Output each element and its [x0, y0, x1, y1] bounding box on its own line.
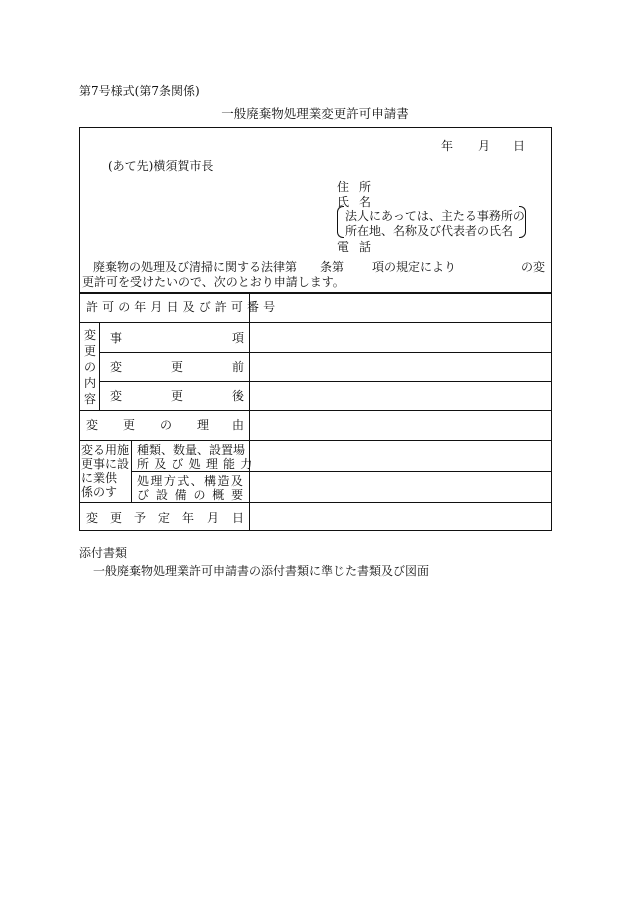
change-content-char: 更: [83, 344, 96, 358]
body-text-line2: 更許可を受けたいので、次のとおり申請します。: [82, 275, 345, 289]
facility-row1-line1: 種類、数量、設置場: [137, 443, 246, 457]
facility-row1-line2: 所及び処理能力: [137, 457, 258, 471]
date-year-label: 年: [441, 139, 454, 153]
bracket-left: [337, 206, 344, 238]
facility-char: 業: [93, 471, 106, 485]
attachments-heading: 添付書類: [79, 546, 128, 560]
attachments-text: 一般廃棄物処理業許可申請書の添付書類に準じた書類及び図面: [93, 564, 430, 578]
body-text-c: 項の規定により: [372, 260, 457, 274]
before-label-3: 前: [232, 360, 245, 374]
name-label: 氏 名: [337, 195, 372, 209]
schedule-char: 変: [86, 511, 99, 525]
reason-label-2: 更: [123, 418, 136, 432]
schedule-char: 年: [182, 511, 195, 525]
facility-char: 変: [81, 443, 94, 457]
row-rule: [99, 352, 552, 353]
facility-char: に: [105, 457, 118, 471]
date-month-label: 月: [478, 139, 491, 153]
row-rule: [79, 322, 552, 323]
schedule-char: 更: [110, 511, 123, 525]
reason-label-4: 理: [197, 418, 210, 432]
after-label-3: 後: [232, 389, 245, 403]
facility-row2-line2: び設備の概要: [137, 488, 250, 502]
row-rule: [79, 502, 552, 503]
facility-char: る: [93, 443, 106, 457]
change-content-char: 変: [83, 328, 96, 342]
schedule-char: 予: [134, 511, 147, 525]
permit-date-number-label: 許可の年月日及び許可番号: [86, 300, 280, 314]
before-label-1: 変: [110, 360, 123, 374]
facility-char: 供: [105, 471, 118, 485]
before-label-2: 更: [171, 360, 184, 374]
schedule-char: 日: [232, 511, 245, 525]
phone-label: 電 話: [337, 240, 372, 254]
form-number: 第7号様式(第7条関係): [79, 84, 200, 98]
body-text-b: 条第: [320, 260, 345, 274]
facility-divider: [131, 440, 132, 502]
facility-char: 事: [93, 457, 106, 471]
facility-char: 係: [81, 485, 94, 499]
reason-label-3: の: [160, 418, 173, 432]
table-top-rule: [79, 292, 552, 294]
facility-char: 設: [117, 457, 130, 471]
body-text-d: の変: [521, 260, 546, 274]
change-content-divider: [99, 322, 100, 410]
reason-label-5: 由: [232, 418, 245, 432]
corporate-note-line2: 所在地、名称及び代表者の氏名: [345, 224, 514, 238]
facility-char: 更: [81, 457, 94, 471]
facility-char: に: [81, 471, 94, 485]
row-rule: [79, 410, 552, 411]
date-day-label: 日: [513, 139, 526, 153]
row-rule: [79, 440, 552, 441]
change-content-char: の: [83, 360, 96, 374]
facility-char: の: [93, 485, 106, 499]
facility-char: す: [105, 485, 118, 499]
row-rule: [131, 471, 552, 472]
document-title: 一般廃棄物処理業変更許可申請書: [221, 106, 409, 121]
facility-char: 用: [105, 443, 118, 457]
facility-char: 施: [117, 443, 130, 457]
after-label-2: 更: [171, 389, 184, 403]
after-label-1: 変: [110, 389, 123, 403]
addressee: (あて先)横須賀市長: [108, 159, 214, 173]
row-rule: [99, 381, 552, 382]
change-content-char: 内: [83, 376, 96, 390]
schedule-char: 月: [207, 511, 220, 525]
change-content-char: 容: [83, 392, 96, 406]
address-label: 住 所: [337, 180, 372, 194]
item-label-2: 項: [232, 331, 245, 345]
item-label-1: 事: [110, 331, 123, 345]
reason-label-1: 変: [86, 418, 99, 432]
body-text-a: 廃棄物の処理及び清掃に関する法律第: [93, 260, 298, 274]
schedule-char: 定: [158, 511, 171, 525]
facility-row2-line1: 処理方式、構造及: [137, 474, 245, 488]
corporate-note-line1: 法人にあっては、主たる事務所の: [345, 209, 525, 223]
